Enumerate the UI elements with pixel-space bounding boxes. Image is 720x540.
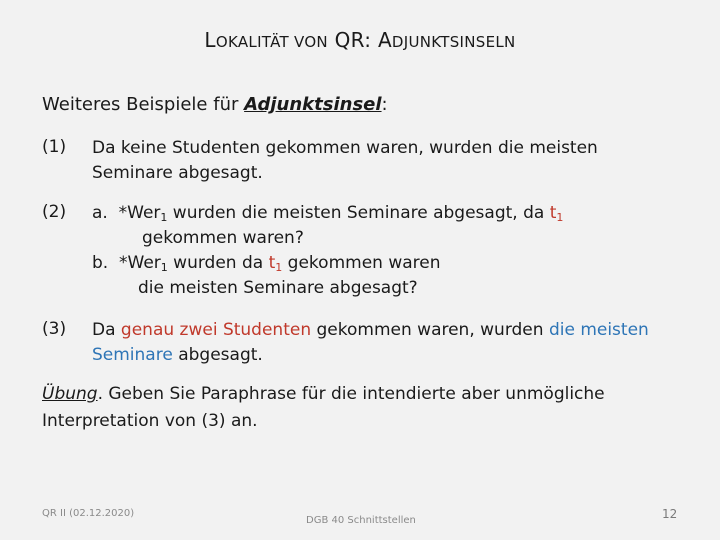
intro-suffix: : <box>381 94 388 115</box>
example-3-object-highlight-1: die meisten <box>548 320 649 340</box>
title-cap-a: A <box>377 28 392 52</box>
example-2b-line-2: die meisten Seminare abgesagt? <box>138 278 418 298</box>
example-2a-index-1: 1 <box>160 211 168 224</box>
task-label: Übung <box>42 384 98 404</box>
example-3 <box>92 318 649 368</box>
example-3-line-1 <box>92 318 649 343</box>
footer-date: QR II (02.12.2020) <box>42 508 135 519</box>
page-number: 12 <box>662 507 678 521</box>
intro-term: Adjunktsinsel <box>244 94 382 115</box>
title-part-3: DJUNKTSINSELN <box>391 33 516 51</box>
example-3-word-1: Da <box>92 320 121 340</box>
example-2a-line-2: gekommen waren? <box>142 228 304 248</box>
task-line-1 <box>42 381 682 408</box>
example-3-line-2 <box>92 343 649 368</box>
task-line-2: Interpretation von (3) an. <box>42 411 258 431</box>
footer-course: DGB 40 Schnittstellen <box>306 515 416 526</box>
example-2a-label: a. <box>92 203 108 223</box>
example-2a-trace: t <box>549 203 557 223</box>
example-2b-trace: t <box>268 253 276 273</box>
example-2a-mid: wurden die meisten Seminare abgesagt, da <box>167 203 550 223</box>
exercise-task <box>42 381 682 435</box>
example-1 <box>92 136 598 186</box>
example-2-number: (2) <box>42 202 67 222</box>
example-2b-line-1 <box>92 251 563 276</box>
example-3-word-3: abgesagt. <box>172 345 263 365</box>
example-2a-line-1 <box>92 201 563 226</box>
example-2b-mid: wurden da <box>167 253 269 273</box>
title-cap-l: L <box>204 28 216 52</box>
example-3-object-highlight-2: Seminare <box>92 345 173 365</box>
example-3-subject-highlight: genau zwei Studenten <box>120 320 312 340</box>
title-part-1: OKALITÄT VON <box>215 33 328 51</box>
example-2b-label: b. <box>92 253 109 273</box>
example-2a-trace-index: 1 <box>556 211 564 224</box>
example-2b-pre: *Wer <box>119 253 161 273</box>
example-3-number: (3) <box>42 319 67 339</box>
example-2b-trace-index: 1 <box>275 261 283 274</box>
slide-title <box>0 28 720 52</box>
example-2 <box>92 201 563 301</box>
task-text-1: . Geben Sie Paraphrase für die intendierte aber unmögliche <box>97 384 605 404</box>
example-2b-index-1: 1 <box>160 261 168 274</box>
example-1-number: (1) <box>42 137 67 157</box>
example-3-word-2: gekommen waren, wurden <box>311 320 549 340</box>
example-2a-pre: *Wer <box>118 203 161 223</box>
intro-line <box>42 94 388 115</box>
intro-prefix: Weiteres Beispiele für <box>42 94 245 115</box>
title-part-2: QR: <box>327 28 378 52</box>
example-2b-post: gekommen waren <box>282 253 441 273</box>
example-1-line-2: Seminare abgesagt. <box>92 163 263 183</box>
example-1-line-1: Da keine Studenten gekommen waren, wurden die meisten <box>92 138 598 158</box>
